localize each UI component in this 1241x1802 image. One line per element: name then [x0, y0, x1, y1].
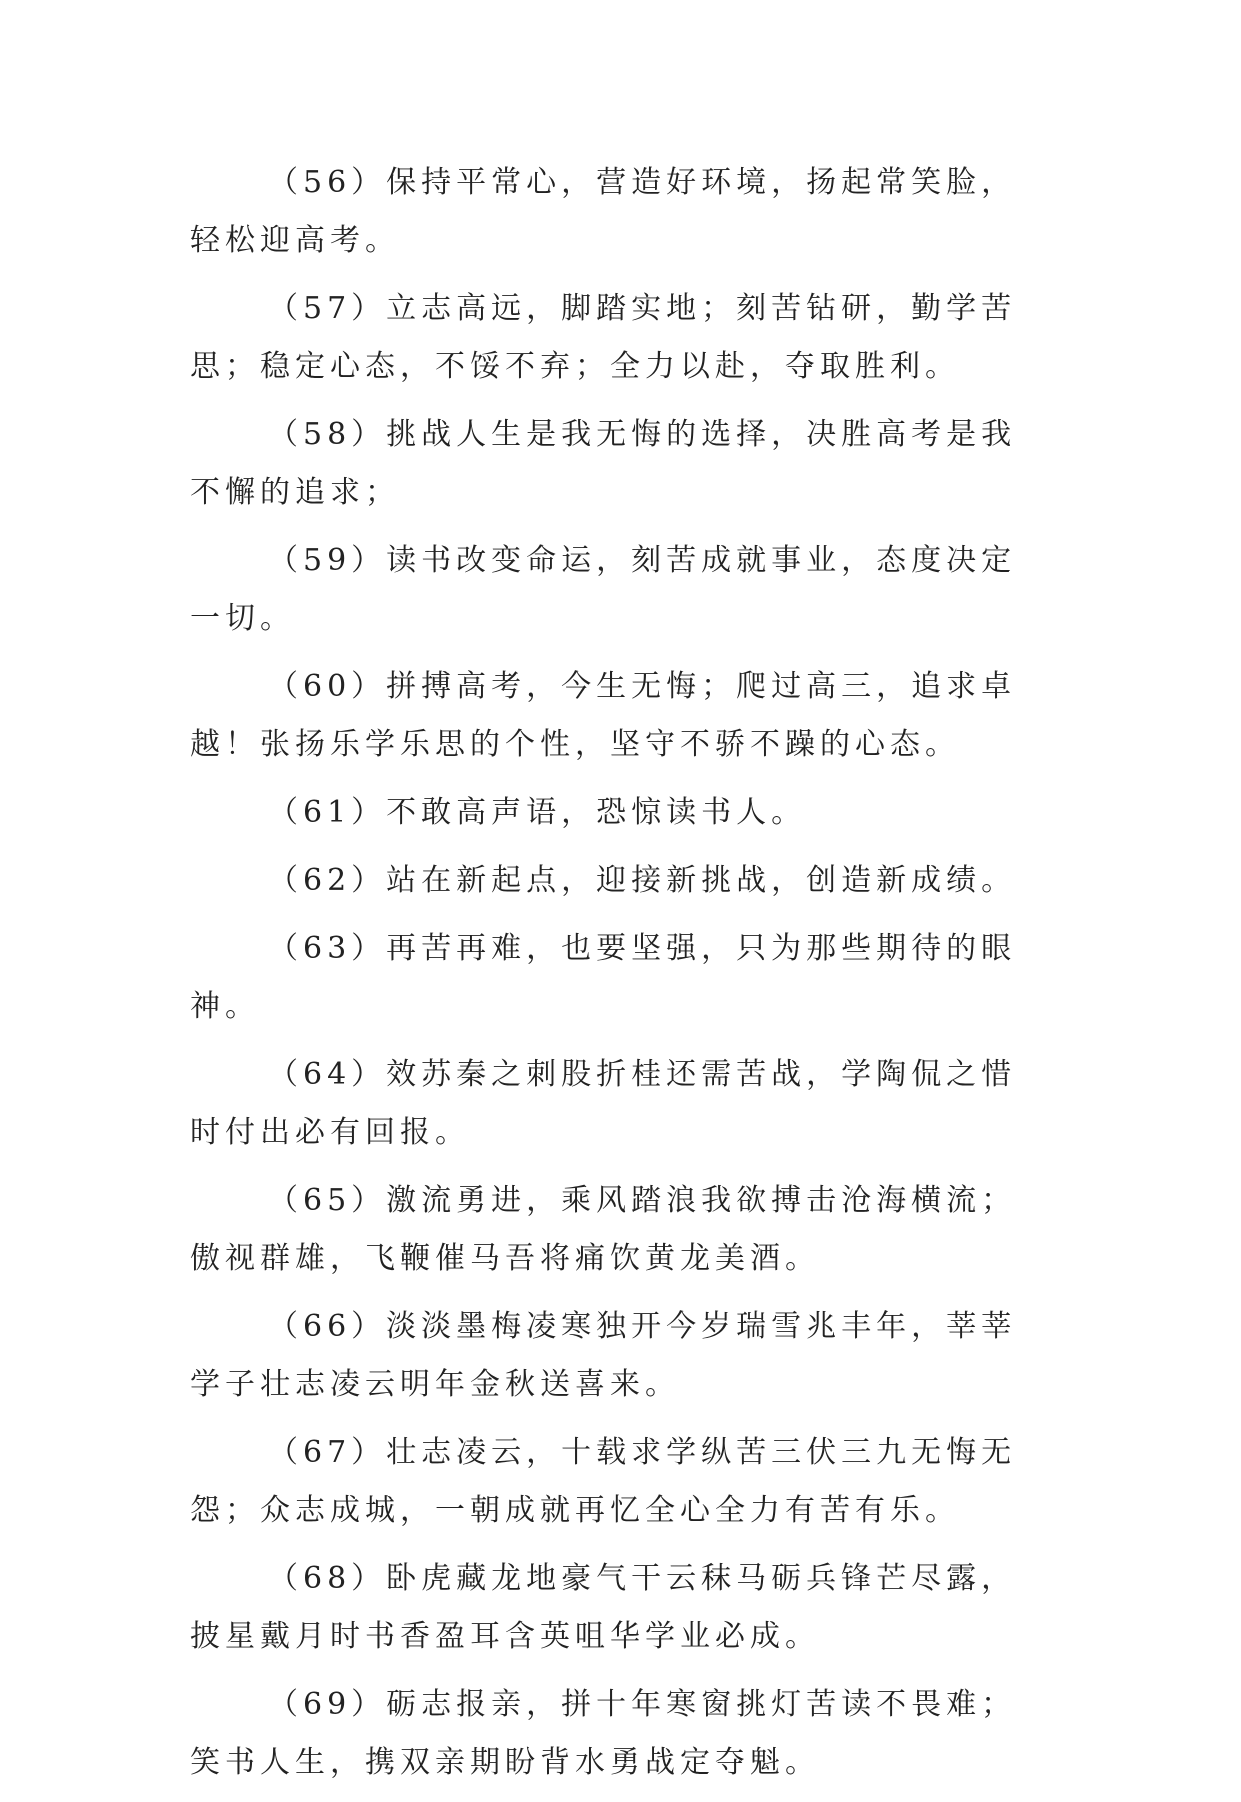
paragraph-57: （57）立志高远，脚踏实地；刻苦钻研，勤学苦思；稳定心态，不馁不弃；全力以赴，夺取胜利。 [190, 291, 1017, 384]
paragraph-56: （56）保持平常心，营造好环境，扬起常笑脸，轻松迎高考。 [190, 165, 1017, 258]
paragraph-63: （63）再苦再难，也要坚强，只为那些期待的眼神。 [190, 931, 1017, 1024]
paragraph-67: （67）壮志凌云，十载求学纵苦三伏三九无悔无怨；众志成城，一朝成就再忆全心全力有苦有乐。 [190, 1435, 1017, 1528]
paragraph-66: （66）淡淡墨梅凌寒独开今岁瑞雪兆丰年，莘莘学子壮志凌云明年金秋送喜来。 [190, 1309, 1017, 1402]
paragraph-59: （59）读书改变命运，刻苦成就事业，态度决定一切。 [190, 543, 1017, 636]
paragraph-60: （60）拼搏高考，今生无悔；爬过高三，追求卓越！张扬乐学乐思的个性，坚守不骄不躁的心态。 [190, 669, 1017, 762]
paragraph-68: （68）卧虎藏龙地豪气干云秣马砺兵锋芒尽露，披星戴月时书香盈耳含英咀华学业必成。 [190, 1561, 1017, 1654]
paragraph-69: （69）砺志报亲，拼十年寒窗挑灯苦读不畏难；笑书人生，携双亲期盼背水勇战定夺魁。 [190, 1687, 1017, 1780]
paragraph-64: （64）效苏秦之刺股折桂还需苦战，学陶侃之惜时付出必有回报。 [190, 1057, 1017, 1150]
paragraph-62: （62）站在新起点，迎接新挑战，创造新成绩。 [268, 863, 1017, 898]
document-body [190, 154, 1050, 1802]
paragraph-58: （58）挑战人生是我无悔的选择，决胜高考是我不懈的追求； [190, 417, 1017, 510]
paragraph-65: （65）激流勇进，乘风踏浪我欲搏击沧海横流；傲视群雄，飞鞭催马吾将痛饮黄龙美酒。 [190, 1183, 1017, 1276]
paragraph-61: （61）不敢高声语，恐惊读书人。 [268, 795, 807, 830]
